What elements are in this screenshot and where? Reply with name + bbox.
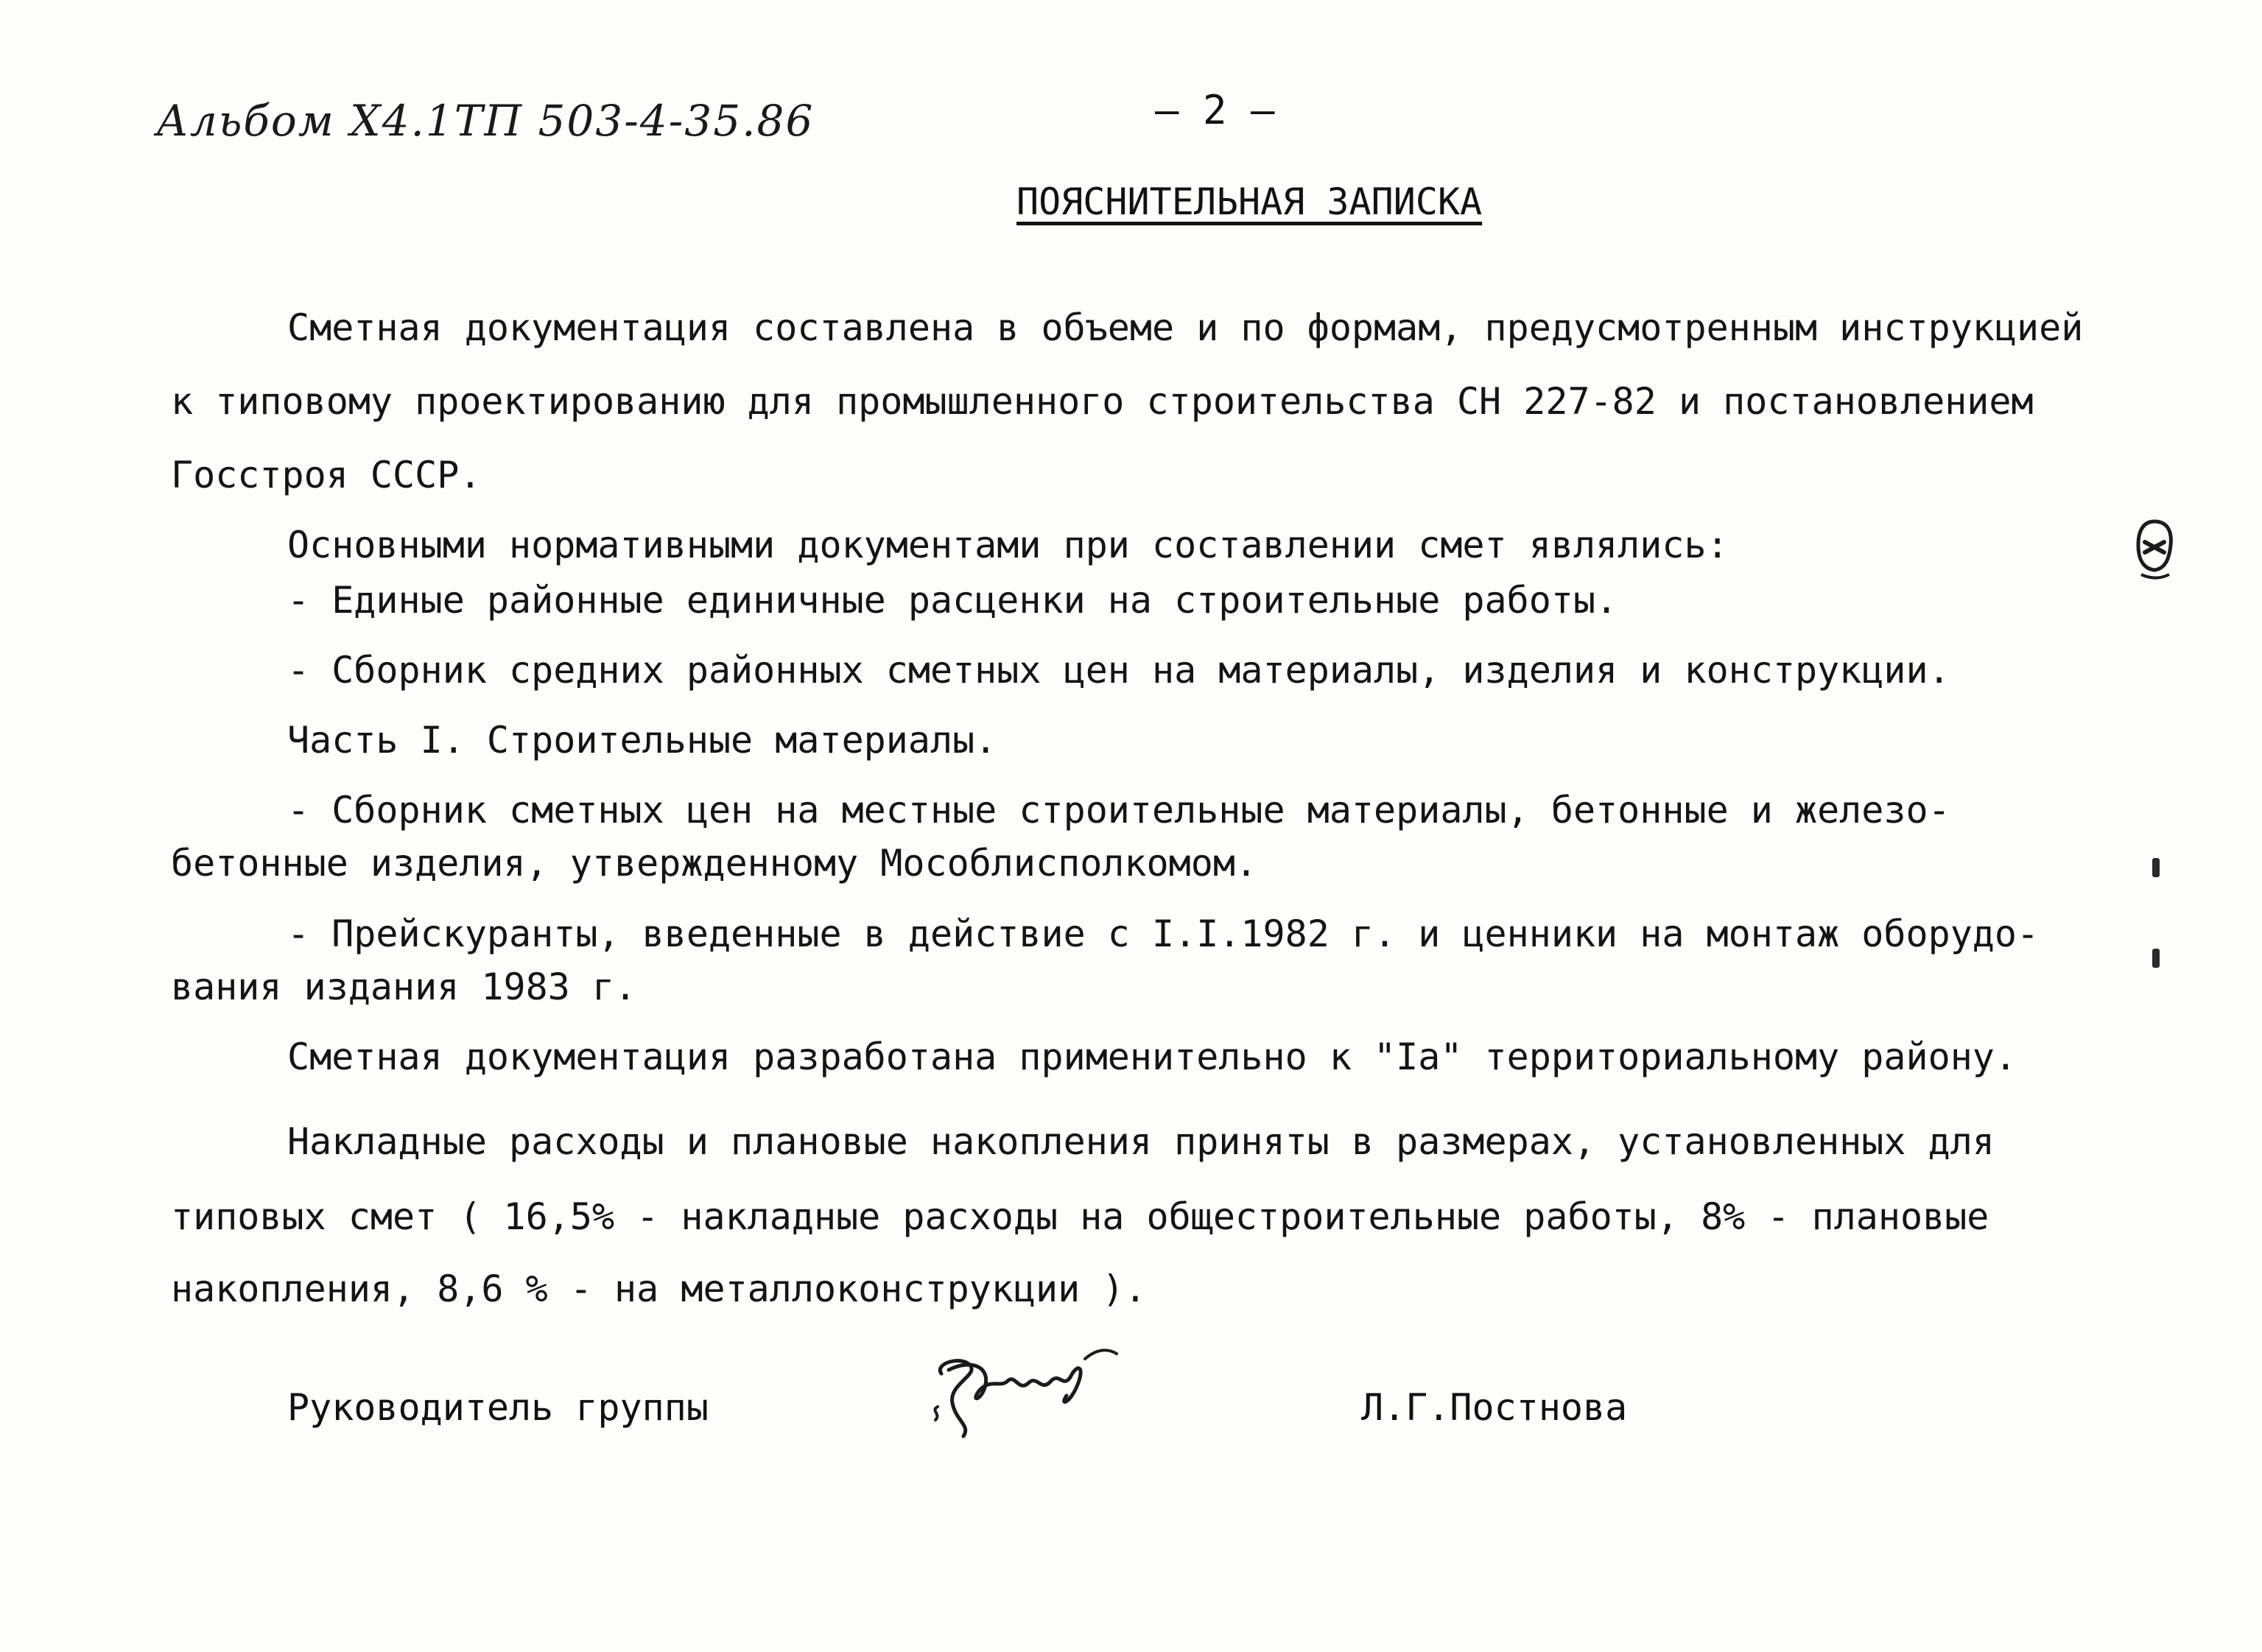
body-line: Часть I. Строительные материалы. — [287, 719, 997, 762]
document-title: ПОЯСНИТЕЛЬНАЯ ЗАПИСКА — [1016, 180, 1483, 223]
body-line: Основными нормативными документами при составлении смет являлись: — [287, 524, 1729, 566]
body-line: Сметная документация разработана применительно к "Iа" территориальному району. — [287, 1036, 2017, 1078]
body-line: типовых смет ( 16,5% - накладные расходы на общестроительные работы, 8% - плановые — [171, 1195, 1989, 1238]
margin-stamp-icon — [2132, 516, 2177, 582]
body-line: накопления, 8,6 % - на металлоконструкции ). — [171, 1268, 1147, 1310]
body-line: Госстроя СССР. — [171, 454, 482, 496]
body-line: - Сборник средних районных сметных цен на материалы, изделия и конструкции. — [287, 649, 1950, 692]
body-line: - Сборник сметных цен на местные строительные материалы, бетонные и железо- — [287, 789, 1950, 832]
body-line: вания издания 1983 г. — [171, 966, 637, 1008]
body-line: Сметная документация составлена в объеме и по формам, предусмотренным инструкцией — [287, 306, 2084, 349]
album-reference: Альбом Х4.1ТП 503-4-35.86 — [156, 96, 815, 146]
signatory-name: Л.Г.Постнова — [1361, 1386, 1628, 1429]
body-line: - Прейскуранты, введенные в действие с I.I.1982 г. и ценники на монтаж оборудо- — [287, 913, 2040, 955]
margin-mark — [2152, 949, 2160, 968]
body-line: Накладные расходы и плановые накопления приняты в размерах, установленных для — [287, 1120, 1995, 1163]
body-line: бетонные изделия, утвержденному Мособлисполкомом. — [171, 842, 1258, 885]
body-line: к типовому проектированию для промышленного строительства СН 227-82 и постановлением — [171, 380, 2034, 423]
body-line: - Единые районные единичные расценки на строительные работы. — [287, 579, 1618, 622]
page-number: — 2 — — [1155, 87, 1275, 133]
handwritten-signature — [919, 1333, 1125, 1444]
margin-mark — [2152, 858, 2160, 877]
signature-role: Руководитель группы — [287, 1386, 709, 1429]
